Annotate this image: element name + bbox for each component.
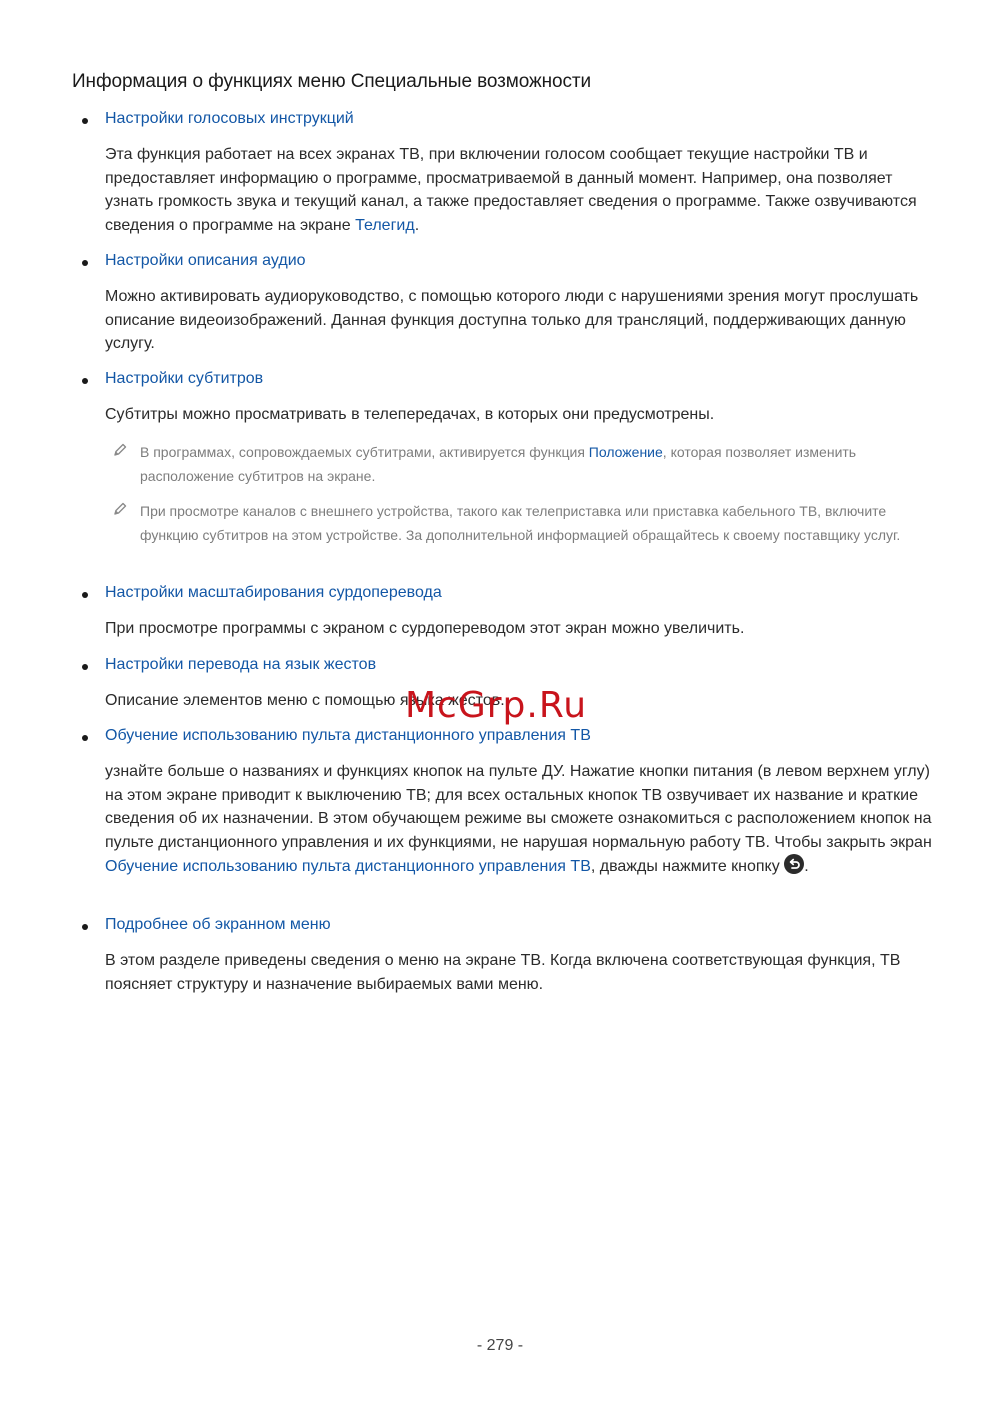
bullet-dot (82, 118, 88, 124)
description-text: узнайте больше о названиях и функциях кнопок на пульте ДУ. Нажатие кнопки питания (в левом верхнем углу) на этом экране приводит к выключению ТВ; для всех остальных кнопок ТВ озвучивает их название и краткие сведения об их назначении. В этом обучающем режиме вы сможете ознакомиться с расположением кнопок на пульте дистанционного управления и их функциями, не нарушая нормальную работу ТВ. Чтобы закрыть экран (105, 763, 932, 851)
item-description: Субтитры можно просматривать в телепередачах, в которых они предусмотрены. (105, 406, 715, 423)
note-text: При просмотре каналов с внешнего устройства, такого как телеприставка или приставка кабельного ТВ, включите функцию субтитров на этом устройстве. За дополнительной информацией обращайтесь к своему поставщику услуг. (140, 503, 901, 543)
item-description (105, 760, 935, 879)
link-tv-guide[interactable]: Телегид (355, 216, 415, 234)
note-text (140, 440, 930, 488)
bullet-dot (82, 378, 88, 384)
bullet-dot (82, 924, 88, 930)
link-position[interactable]: Положение (588, 444, 663, 460)
item-title-sign-language-zoom[interactable]: Настройки масштабирования сурдоперевода (105, 584, 442, 601)
description-text: . (414, 216, 420, 234)
item-description: При просмотре программы с экраном с сурдопереводом этот экран можно увеличить. (105, 620, 745, 637)
pencil-note-icon (112, 501, 128, 517)
item-description (105, 143, 935, 237)
pencil-note-icon (112, 442, 128, 458)
link-remote-tutorial[interactable]: Обучение использованию пульта дистанционного управления ТВ (105, 858, 591, 875)
description-text: Эта функция работает на всех экранах ТВ, при включении голосом сообщает текущие настройки ТВ и предоставляет информацию о программе, просматриваемой в данный момент. Например, она позволяет узнать громкость звука и текущий канал, а также предоставляет сведения о программе. Также озвучиваются сведения о программе на экране (105, 146, 917, 234)
item-title-remote-tutorial[interactable]: Обучение использованию пульта дистанционного управления ТВ (105, 727, 591, 744)
item-title-onscreen-menu[interactable]: Подробнее об экранном меню (105, 916, 331, 933)
bullet-dot (82, 592, 88, 598)
item-description: Можно активировать аудиоруководство, с помощью которого люди с нарушениями зрения могут прослушать описание видеоизображений. Данная функция доступна только для трансляций, поддерживающих данную услугу. (105, 288, 919, 352)
item-title-subtitles[interactable]: Настройки субтитров (105, 370, 264, 387)
item-title-audio-description[interactable]: Настройки описания аудио (105, 252, 306, 269)
page-number: - 279 - (476, 1337, 524, 1354)
bullet-dot (82, 664, 88, 670)
description-text: . (804, 858, 809, 875)
bullet-dot (82, 260, 88, 266)
section-heading: Информация о функциях меню Специальные возможности (72, 71, 591, 92)
item-description: В этом разделе приведены сведения о меню на экране ТВ. Когда включена соответствующая функция, ТВ поясняет структуру и назначение выбираемых вами меню. (105, 952, 901, 993)
note-text-part: В программах, сопровождаемых субтитрами, активируется функция (140, 444, 589, 460)
description-text: , дважды нажмите кнопку (590, 858, 785, 875)
item-title-sign-language-guide[interactable]: Настройки перевода на язык жестов (105, 656, 377, 673)
note-text-part: , которая позволяет изменить расположение субтитров на экране. (140, 444, 857, 484)
return-button-icon (784, 854, 804, 874)
watermark: McGrp.Ru (405, 685, 588, 726)
item-description: Описание элементов меню с помощью языка жестов. (105, 692, 505, 709)
item-title-voice-guide[interactable]: Настройки голосовых инструкций (105, 110, 354, 127)
bullet-dot (82, 735, 88, 741)
